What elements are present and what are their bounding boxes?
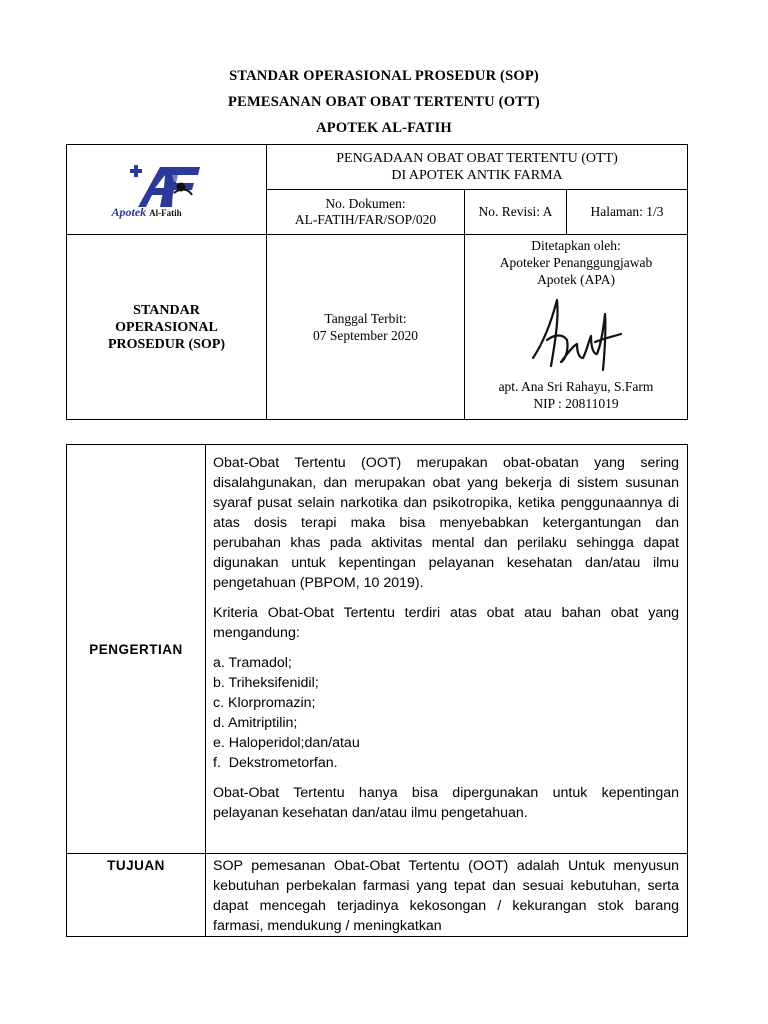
list-item: d. Amitriptilin; <box>213 715 298 731</box>
pengertian-paragraph-2: Kriteria Obat-Obat Tertentu terdiri atas obat atau bahan obat yang mengandung: <box>213 605 679 641</box>
criteria-list <box>213 653 679 773</box>
revision-cell <box>465 190 567 235</box>
tujuan-text-cell <box>206 854 688 937</box>
signer-name: apt. Ana Sri Rahayu, S.Farm <box>498 379 654 394</box>
sop-label-line2: OPERASIONAL <box>115 319 218 335</box>
signer-nip: NIP : 20811019 <box>533 396 619 411</box>
signature-image <box>521 288 631 378</box>
document-number-label: No. Dokumen: <box>325 196 406 211</box>
approval-label: Ditetapkan oleh: <box>531 238 621 253</box>
list-item: a. Tramadol; <box>213 655 292 671</box>
document-number-cell <box>267 190 465 235</box>
pengertian-paragraph-1: Obat-Obat Tertentu (OOT) merupakan obat-obatan yang sering disalahgunakan, dan merupakan obat yang bekerja di sistem susunan syaraf pusat selain narkotika dan psikotropika, ketika penggunaannya di atas dosis terapi maka bisa menyebabkan ketergantungan dan perubahan khas pada aktivitas mental dan perilaku sehingga dapat digunakan untuk kepentingan pelayanan kesehatan dan/atau ilmu pengetahuan (PBPOM, 10 2019). <box>213 455 679 591</box>
logo-cell <box>67 145 267 235</box>
sop-content-table <box>66 444 688 937</box>
approval-role-line1: Apoteker Penanggungjawab <box>499 255 653 270</box>
issue-date-label: Tanggal Terbit: <box>324 311 407 326</box>
tujuan-paragraph-1: SOP pemesanan Obat-Obat Tertentu (OOT) adalah Untuk menyusun kebutuhan perbekalan farmasi yang tepat dan sesuai kebutuhan, serta dapat mencegah terjadinya kekosongan / kekurangan stok barang farmasi, mendukung / meningkatkan <box>213 858 679 934</box>
sop-heading-cell <box>267 145 688 190</box>
sop-label-line1: STANDAR <box>133 302 200 318</box>
list-item: f. Dekstrometorfan. <box>213 755 338 771</box>
revision-number: No. Revisi: A <box>478 204 553 219</box>
pengertian-label: PENGERTIAN <box>89 641 183 657</box>
document-subtitle: PEMESANAN OBAT OBAT TERTENTU (OTT) <box>228 94 540 110</box>
pharmacy-name: APOTEK AL-FATIH <box>316 120 452 136</box>
sop-heading-line2: DI APOTEK ANTIK FARMA <box>391 168 563 183</box>
document-title: STANDAR OPERASIONAL PROSEDUR (SOP) <box>229 68 539 84</box>
pengertian-text-cell <box>206 445 688 854</box>
approval-cell <box>465 235 688 420</box>
pharmacy-logo <box>102 155 232 225</box>
sop-heading-line1: PENGADAAN OBAT OBAT TERTENTU (OTT) <box>336 151 618 166</box>
issue-date-value: 07 September 2020 <box>313 328 418 343</box>
sop-header-table <box>66 144 688 420</box>
page-number: Halaman: 1/3 <box>590 204 664 219</box>
page-cell <box>567 190 688 235</box>
issue-date-cell <box>267 235 465 420</box>
list-item: c. Klorpromazin; <box>213 695 316 711</box>
sop-label-cell <box>67 235 267 420</box>
tujuan-label: TUJUAN <box>107 858 165 873</box>
document-number-value: AL-FATIH/FAR/SOP/020 <box>294 212 437 227</box>
logo-caption: Apotek Al-Fatih <box>111 204 182 219</box>
approval-role-line2: Apotek (APA) <box>537 272 615 287</box>
list-item: e. Haloperidol;dan/atau <box>213 735 360 751</box>
sop-label-line3: PROSEDUR (SOP) <box>107 336 226 352</box>
list-item: b. Triheksifenidil; <box>213 675 319 691</box>
pengertian-label-cell <box>67 445 206 854</box>
tujuan-label-cell <box>67 854 206 937</box>
pengertian-paragraph-3: Obat-Obat Tertentu hanya bisa dipergunakan untuk kepentingan pelayanan kesehatan dan/atau ilmu pengetahuan. <box>213 785 679 821</box>
